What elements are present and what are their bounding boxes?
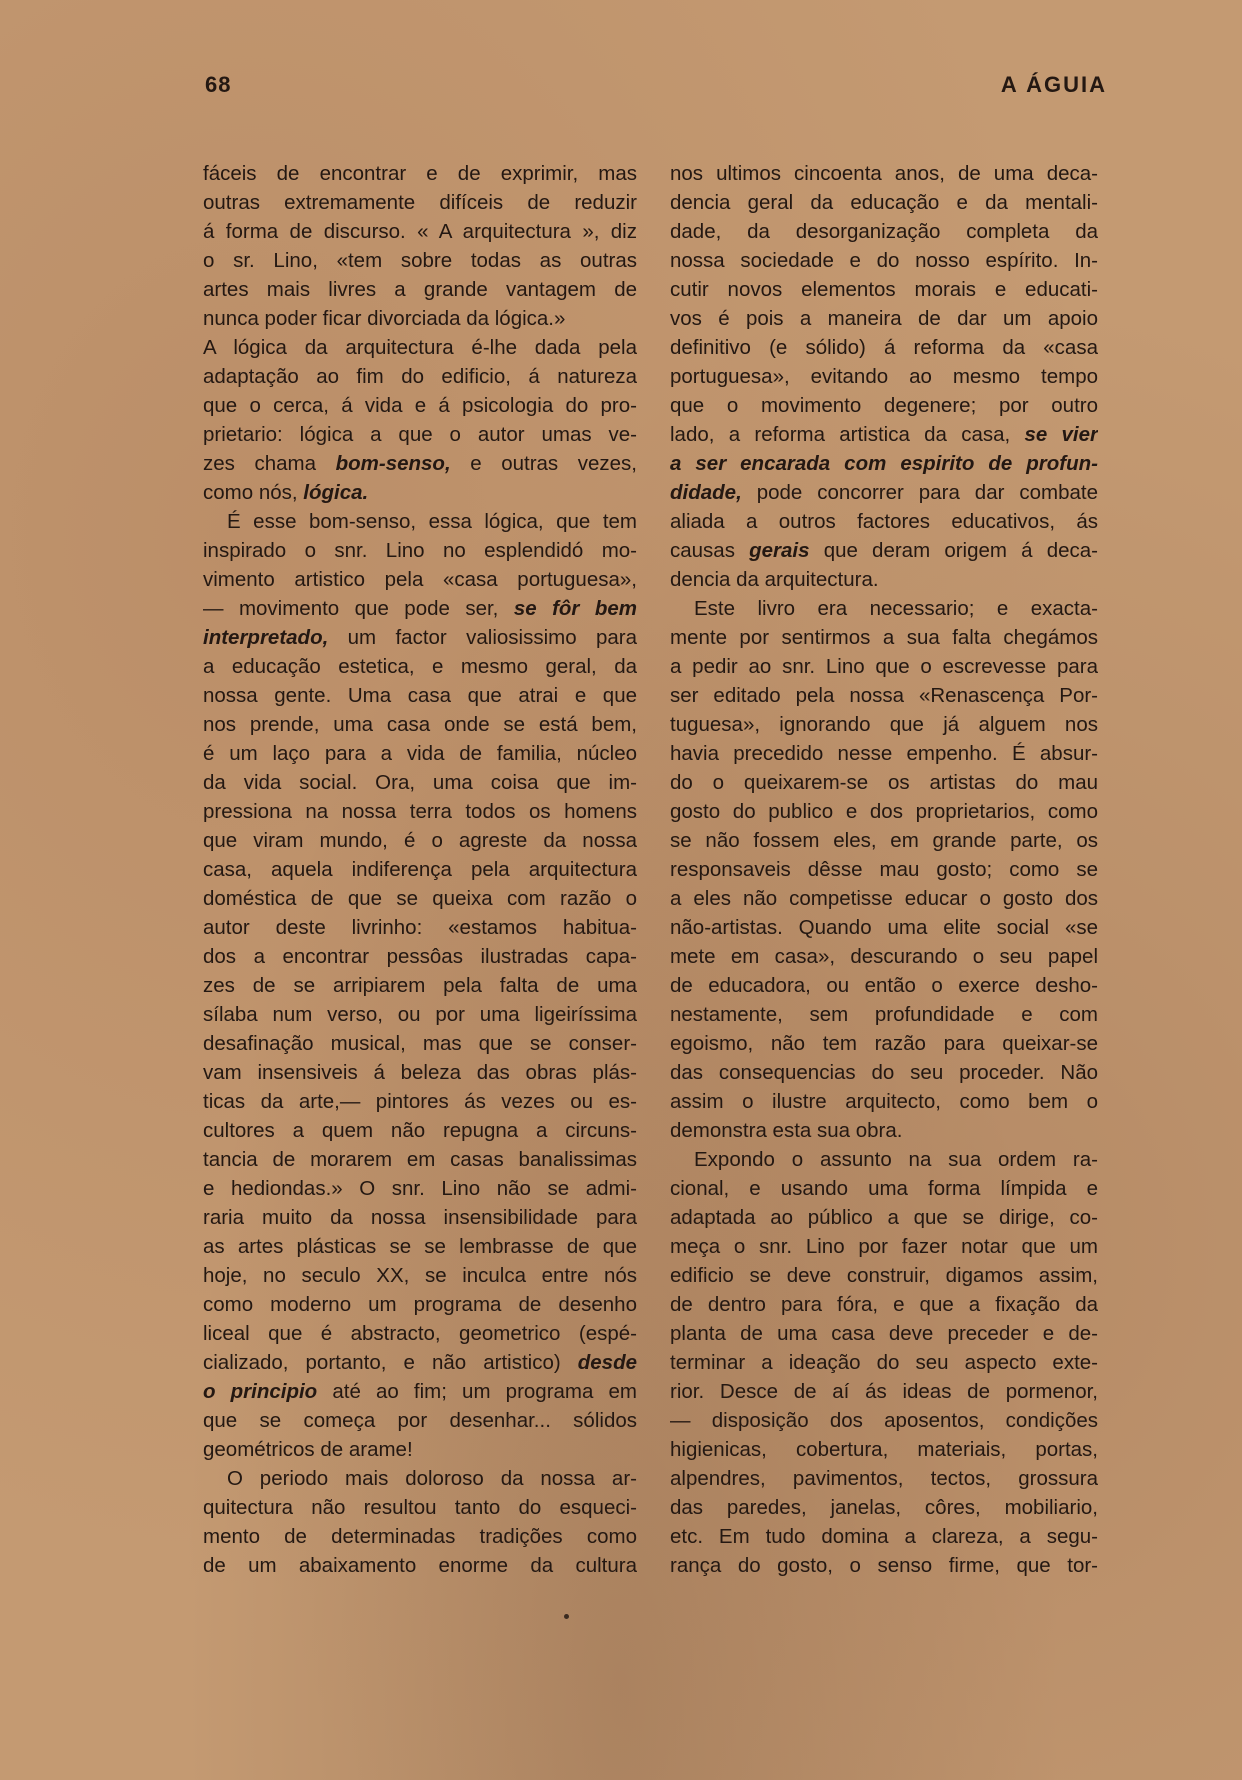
text-line: mete em casa», descurando o seu papel	[670, 945, 1098, 968]
text-line: terminar a ideação do seu aspecto exte-	[670, 1351, 1098, 1374]
text-line: responsaveis dêsse mau gosto; como se	[670, 858, 1098, 881]
italic-text: desde	[577, 1351, 637, 1374]
text-line: cional, e usando uma forma límpida e	[670, 1177, 1098, 1200]
text-span: cializado, portanto, e não artistico)	[203, 1351, 578, 1374]
text-line: que o movimento degenere; por outro	[670, 394, 1098, 417]
text-line: ticas da arte,— pintores ás vezes ou es-	[203, 1090, 637, 1113]
text-line: definitivo (e sólido) á reforma da «casa	[670, 336, 1098, 359]
text-line: tuguesa», ignorando que já alguem nos	[670, 713, 1098, 736]
text-span: lado, a reforma artistica da casa,	[670, 423, 1025, 446]
text-line: outras extremamente difíceis de reduzir	[203, 191, 637, 214]
italic-text: interpretado,	[203, 626, 329, 649]
text-line: do o queixarem-se os artistas do mau	[670, 771, 1098, 794]
text-line	[670, 449, 1098, 478]
text-span: até ao fim; um programa em	[317, 1380, 637, 1403]
text-line: vimento artistico pela «casa portuguesa»,	[203, 568, 637, 591]
text-line: fáceis de encontrar e de exprimir, mas	[203, 162, 637, 185]
text-line: nunca poder ficar divorciada da lógica.»	[203, 307, 566, 330]
text-line: geométricos de arame!	[203, 1438, 413, 1461]
text-line	[670, 536, 1098, 565]
running-title: A ÁGUIA	[1000, 72, 1107, 97]
text-line: nossa sociedade e do nosso espírito. In-	[670, 249, 1098, 272]
text-line: nos prende, uma casa onde se está bem,	[203, 713, 637, 736]
text-span: e outras vezes,	[450, 452, 637, 475]
text-line: vam insensiveis á beleza das obras plás-	[203, 1061, 637, 1084]
text-line: cultores a quem não repugna a circuns-	[203, 1119, 637, 1142]
italic-text: gerais	[749, 539, 810, 562]
text-line: é um laço para a vida de familia, núcleo	[203, 742, 637, 765]
text-line: não-artistas. Quando uma elite social «se	[670, 916, 1098, 939]
text-line: das consequencias do seu proceder. Não	[670, 1061, 1098, 1084]
italic-text: a ser encarada com espirito de profun-	[670, 452, 1098, 475]
text-line	[670, 478, 1098, 507]
text-line: hoje, no seculo XX, se inculca entre nós	[203, 1264, 637, 1287]
text-line: alpendres, pavimentos, tectos, grossura	[670, 1467, 1098, 1490]
text-line: que viram mundo, é o agreste da nossa	[203, 829, 637, 852]
text-line: de dentro para fóra, e que a fixação da	[670, 1293, 1098, 1316]
text-line: tancia de morarem em casas banalissimas	[203, 1148, 637, 1171]
text-line	[670, 420, 1098, 449]
text-line: portuguesa», evitando ao mesmo tempo	[670, 365, 1098, 388]
text-line: doméstica de que se queixa com razão o	[203, 887, 637, 910]
text-line: raria muito da nossa insensibilidade para	[203, 1206, 637, 1229]
text-line: artes mais livres a grande vantagem de	[203, 278, 637, 301]
text-line: nos ultimos cincoenta anos, de uma deca-	[670, 162, 1098, 185]
text-line: Expondo o assunto na sua ordem ra-	[694, 1148, 1098, 1171]
text-column-left	[203, 159, 637, 1580]
text-line: dencia geral da educação e da mentali-	[670, 191, 1098, 214]
text-line: É esse bom-senso, essa lógica, que tem	[227, 510, 637, 533]
text-line: pressiona na nossa terra todos os homens	[203, 800, 637, 823]
text-span: zes chama	[203, 452, 336, 475]
text-line: da vida social. Ora, uma coisa que im-	[203, 771, 637, 794]
text-line: meça o snr. Lino por fazer notar que um	[670, 1235, 1098, 1258]
text-column-right	[670, 159, 1098, 1580]
text-line: casa, aquela indiferença pela arquitectura	[203, 858, 637, 881]
text-line: gosto do publico e dos proprietarios, como	[670, 800, 1098, 823]
text-line: de um abaixamento enorme da cultura	[203, 1554, 637, 1577]
text-line: rança do gosto, o senso firme, que tor-	[670, 1554, 1098, 1577]
text-line: adaptação ao fim do edificio, á natureza	[203, 365, 637, 388]
text-line	[203, 594, 637, 623]
text-line: planta de uma casa deve preceder e de-	[670, 1322, 1098, 1345]
text-line: nestamente, sem profundidade e com	[670, 1003, 1098, 1026]
text-line: vos é pois a maneira de dar um apoio	[670, 307, 1098, 330]
text-span: — movimento que pode ser,	[203, 597, 514, 620]
text-line: mente por sentirmos a sua falta chegámos	[670, 626, 1098, 649]
text-line: quitectura não resultou tanto do esqueci-	[203, 1496, 637, 1519]
italic-text: se fôr bem	[513, 597, 637, 620]
text-line: a educação estetica, e mesmo geral, da	[203, 655, 637, 678]
text-line: o sr. Lino, «tem sobre todas as outras	[203, 249, 637, 272]
text-line	[203, 449, 637, 478]
text-line: havia precedido nesse empenho. É absur-	[670, 742, 1098, 765]
text-line: se não fossem eles, em grande parte, os	[670, 829, 1098, 852]
text-line: autor deste livrinho: «estamos habitua-	[203, 916, 637, 939]
text-line: desafinação musical, mas que se conser-	[203, 1032, 637, 1055]
text-line: egoismo, não tem razão para queixar-se	[670, 1032, 1098, 1055]
text-line: demonstra esta sua obra.	[670, 1119, 903, 1142]
text-line: de educadora, ou então o exerce desho-	[670, 974, 1098, 997]
text-line: mento de determinadas tradições como	[203, 1525, 637, 1548]
text-line: nossa gente. Uma casa que atrai e que	[203, 684, 637, 707]
italic-text: se vier	[1024, 423, 1098, 446]
text-line: assim o ilustre arquitecto, como bem o	[670, 1090, 1098, 1113]
text-span: como nós,	[203, 481, 304, 504]
text-span: pode concorrer para dar combate	[741, 481, 1098, 504]
text-line: que se começa por desenhar... sólidos	[203, 1409, 637, 1432]
italic-text: bom-senso,	[335, 452, 451, 475]
page-header	[205, 72, 1107, 102]
text-line: prietario: lógica a que o autor umas ve-	[203, 423, 637, 446]
page-number: 68	[205, 72, 232, 97]
text-line: O periodo mais doloroso da nossa ar-	[227, 1467, 637, 1490]
text-line: inspirado o snr. Lino no esplendidó mo-	[203, 539, 637, 562]
text-span: que deram origem á deca-	[809, 539, 1098, 562]
text-line: edificio se deve construir, digamos assim,	[670, 1264, 1098, 1287]
text-line	[203, 478, 637, 507]
text-line: a eles não competisse educar o gosto dos	[670, 887, 1098, 910]
text-line: das paredes, janelas, côres, mobiliario,	[670, 1496, 1098, 1519]
text-line: Este livro era necessario; e exacta-	[694, 597, 1098, 620]
text-span: causas	[670, 539, 750, 562]
text-line	[203, 1348, 637, 1377]
text-line: a pedir ao snr. Lino que o escrevesse para	[670, 655, 1098, 678]
text-line: aliada a outros factores educativos, ás	[670, 510, 1098, 533]
text-line: sílaba num verso, ou por uma ligeiríssima	[203, 1003, 637, 1026]
text-line: — disposição dos aposentos, condições	[670, 1409, 1098, 1432]
text-span: um factor valiosissimo para	[328, 626, 637, 649]
text-line: dencia da arquitectura.	[670, 568, 879, 591]
text-line: higienicas, cobertura, materiais, portas,	[670, 1438, 1098, 1461]
italic-text: didade,	[670, 481, 742, 504]
text-line: adaptada ao público a que se dirige, co-	[670, 1206, 1098, 1229]
text-line: as artes plásticas se se lembrasse de que	[203, 1235, 637, 1258]
text-line: dos a encontrar pessôas ilustradas capa-	[203, 945, 637, 968]
text-line: que o cerca, á vida e á psicologia do pro-	[203, 394, 637, 417]
text-line: etc. Em tudo domina a clareza, a segu-	[670, 1525, 1098, 1548]
text-line: dade, da desorganização completa da	[670, 220, 1098, 243]
text-line: A lógica da arquitectura é-lhe dada pela	[203, 336, 637, 359]
text-line: rior. Desce de aí ás ideas de pormenor,	[670, 1380, 1098, 1403]
text-line: liceal que é abstracto, geometrico (espé-	[203, 1322, 637, 1345]
text-line: como moderno um programa de desenho	[203, 1293, 637, 1316]
text-line: e hediondas.» O snr. Lino não se admi-	[203, 1177, 637, 1200]
italic-text: o principio	[203, 1380, 318, 1403]
text-line: zes de se arripiarem pela falta de uma	[203, 974, 637, 997]
ornament-dot	[564, 1614, 569, 1619]
text-line: cutir novos elementos morais e educati-	[670, 278, 1098, 301]
text-line: ser editado pela nossa «Renascença Por-	[670, 684, 1098, 707]
text-line	[203, 623, 637, 652]
text-line	[203, 1377, 637, 1406]
text-line: á forma de discurso. « A arquitectura », diz	[203, 220, 637, 243]
italic-text: lógica.	[303, 481, 369, 504]
